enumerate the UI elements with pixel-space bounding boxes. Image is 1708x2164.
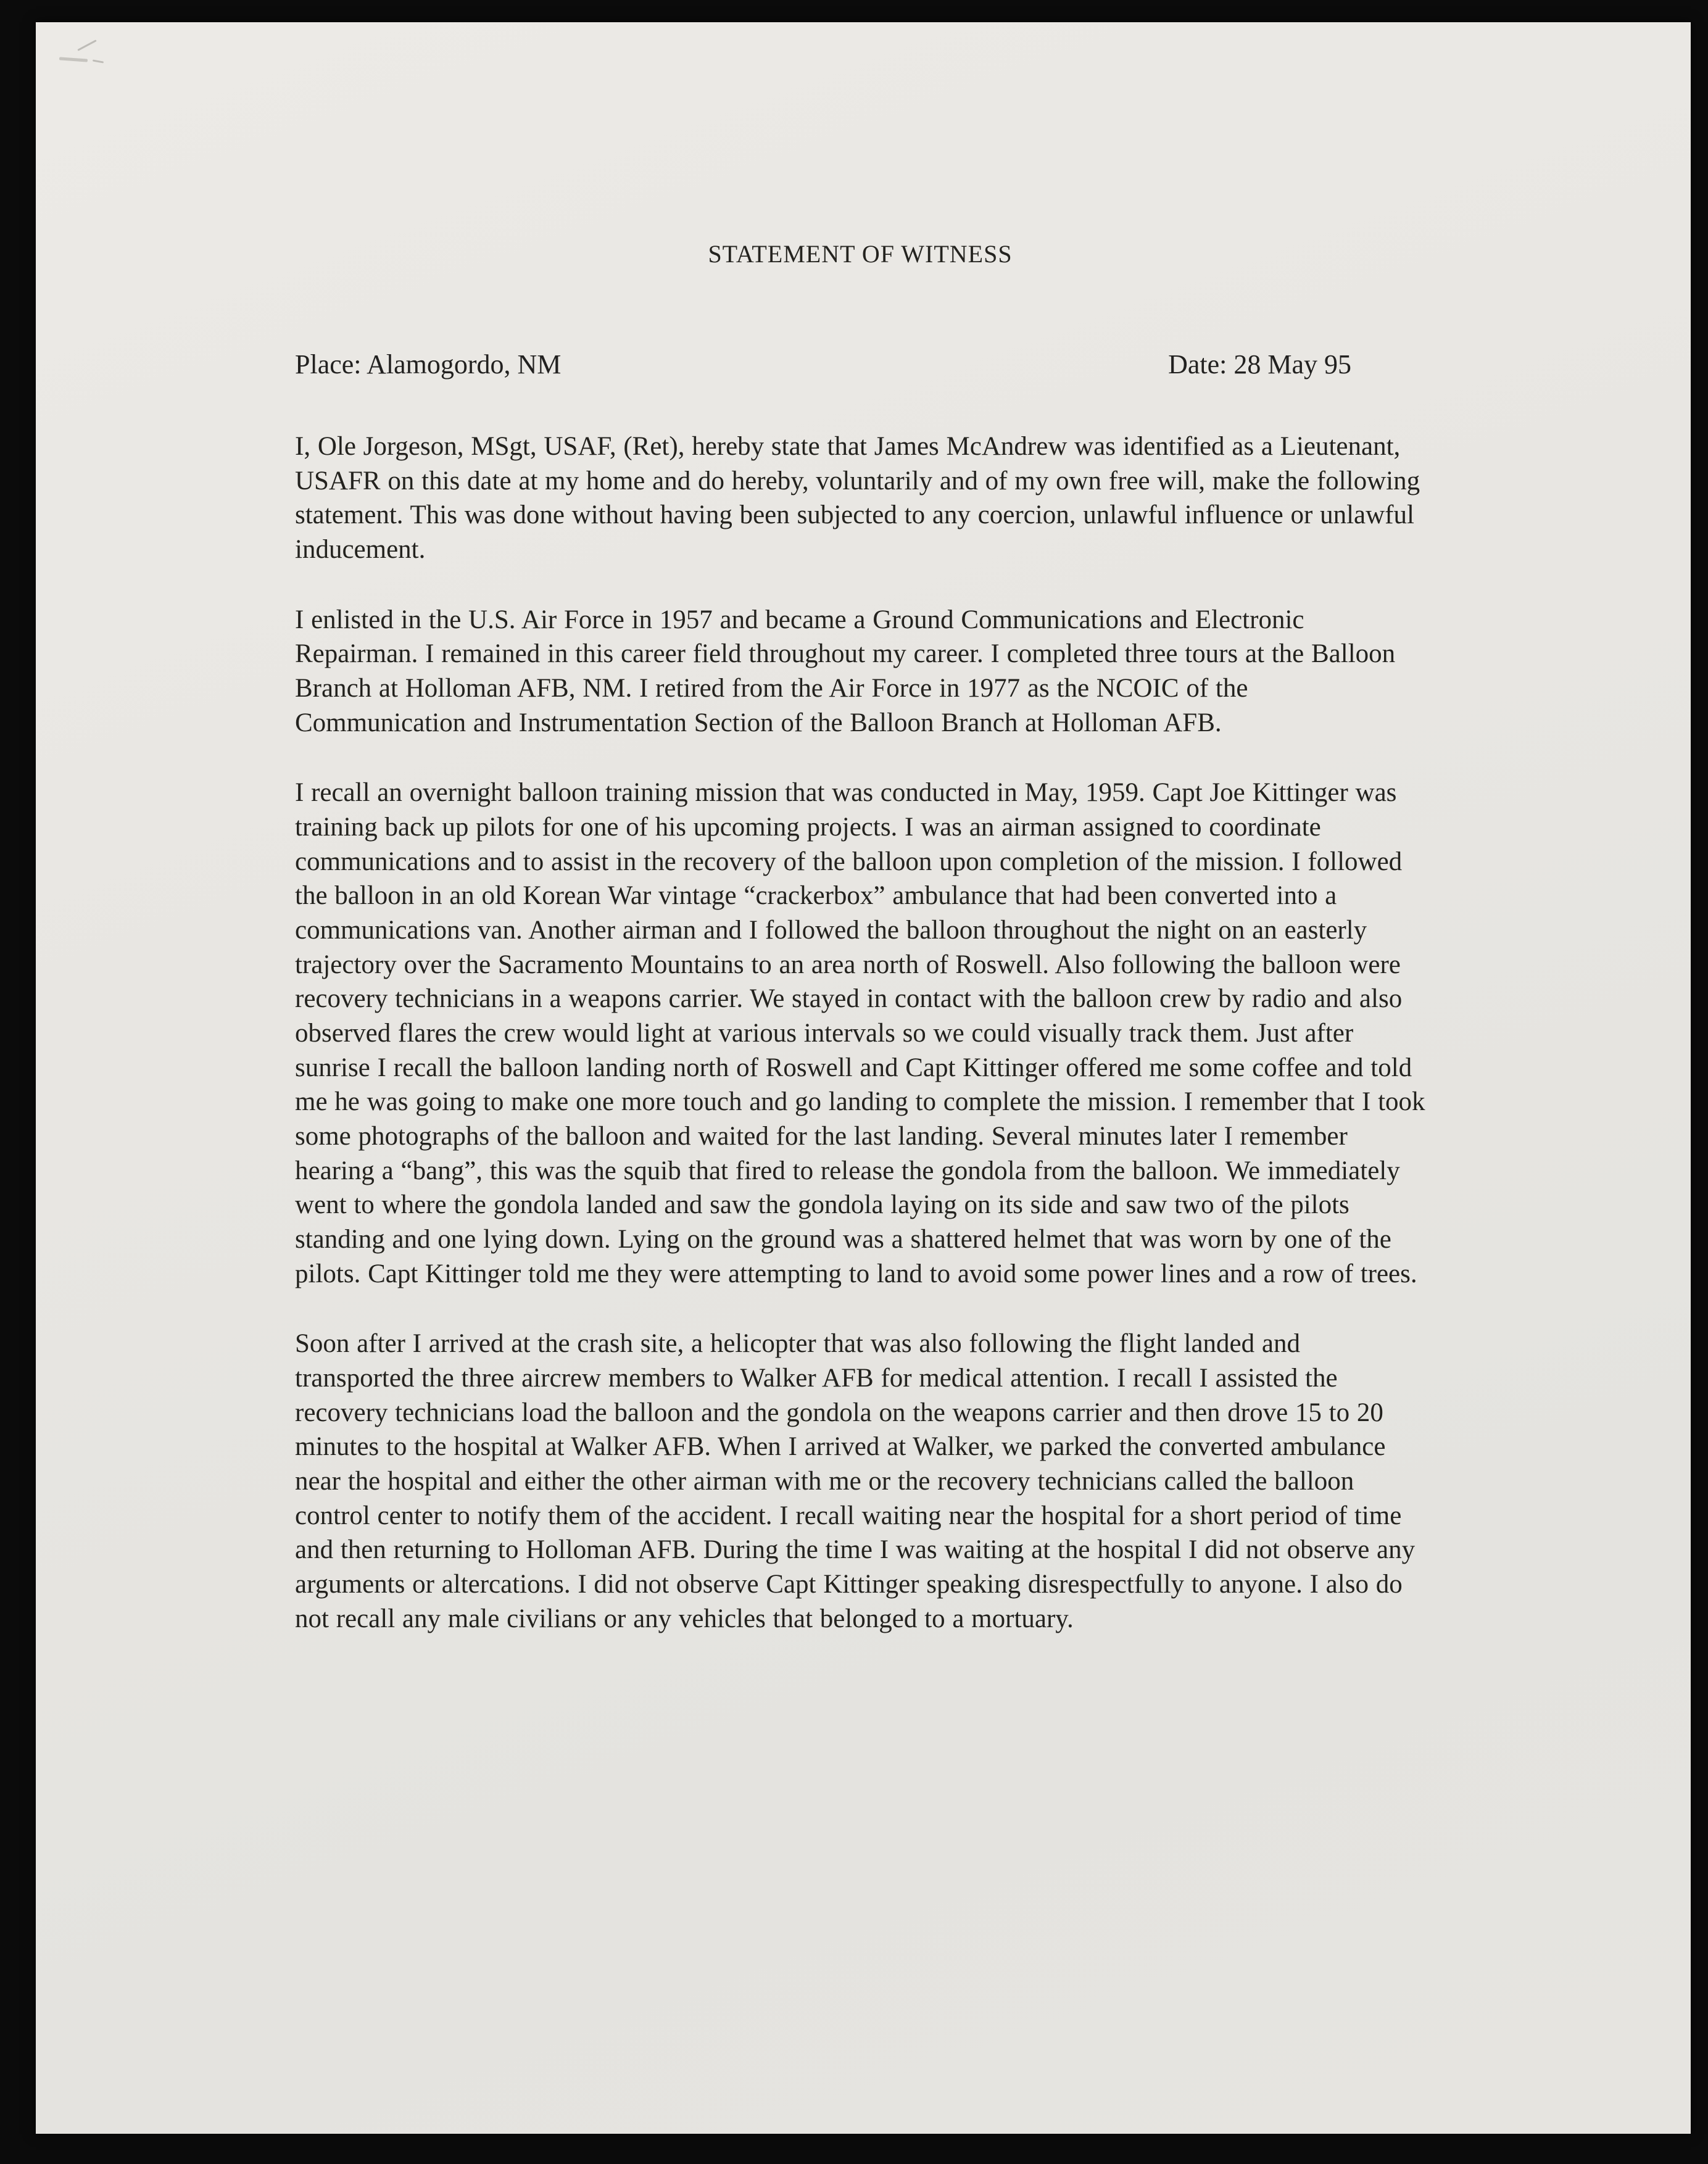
document-title: STATEMENT OF WITNESS [708, 240, 1013, 268]
paragraph-intro: I, Ole Jorgeson, MSgt, USAF, (Ret), hereby state that James McAndrew was identified as a Lieutenant, USAFR on this date at my home and do hereby, voluntarily and of my own free will, make the following statement. This was done without having been subjected to any coercion, unlawful influence or unlawful inducement. [295, 432, 1420, 565]
document-content [295, 22, 1425, 1672]
document-page [36, 22, 1691, 2134]
place-date-row [295, 349, 1425, 380]
paragraph-service-history: I enlisted in the U.S. Air Force in 1957 and became a Ground Communications and Electronic Repairman. I remained in this career field throughout my career. I completed three tours at the Balloon Branch at Holloman AFB, NM. I retired from the Air Force in 1977 as the NCOIC of the Communication and Instrumentation Section of the Balloon Branch at Holloman AFB. [295, 605, 1396, 737]
date-line: Date: 28 May 95 [1168, 349, 1351, 379]
paragraph-crash-site: Soon after I arrived at the crash site, a helicopter that was also following the flight landed and transported the three aircrew members to Walker AFB for medical attention. I recall I assisted the recovery technicians load the balloon and the gondola on the weapons carrier and then drove 15 to 20 minutes to the hospital at Walker AFB. When I arrived at Walker, we parked the converted ambulance near the hospital and either the other airman with me or the recovery technicians called the balloon control center to notify them of the accident. I recall waiting near the hospital for a short period of time and then returning to Holloman AFB. During the time I was waiting at the hospital I did not observe any arguments or altercations. I did not observe Capt Kittinger speaking disrespectfully to anyone. I also do not recall any male civilians or any vehicles that belonged to a mortuary. [295, 1329, 1416, 1633]
pen-smudge-mark [54, 39, 128, 70]
paragraph-balloon-mission: I recall an overnight balloon training mission that was conducted in May, 1959. Capt Joe Kittinger was training back up pilots for one of his upcoming projects. I was an airman assigned to coordinate communications and to assist in the recovery of the balloon upon completion of the mission. I followed the balloon in an old Korean War vintage “crackerbox” ambulance that had been converted into a communications van. Another airman and I followed the balloon throughout the night on an easterly trajectory over the Sacramento Mountains to an area north of Roswell. Also following the balloon were recovery technicians in a weapons carrier. We stayed in contact with the balloon crew by radio and also observed flares the crew would light at various intervals so we could visually track them. Just after sunrise I recall the balloon landing north of Roswell and Capt Kittinger offered me some coffee and told me he was going to make one more touch and go landing to complete the mission. I remember that I took some photographs of the balloon and waited for the last landing. Several minutes later I remember hearing a “bang”, this was the squib that fired to release the gondola from the balloon. We immediately went to where the gondola landed and saw the gondola laying on its side and saw two of the pilots standing and one lying down. Lying on the ground was a shattered helmet that was worn by one of the pilots. Capt Kittinger told me they were attempting to land to avoid some power lines and a row of trees. [295, 778, 1425, 1288]
place-line: Place: Alamogordo, NM [295, 349, 562, 379]
statement-body [295, 429, 1425, 1636]
